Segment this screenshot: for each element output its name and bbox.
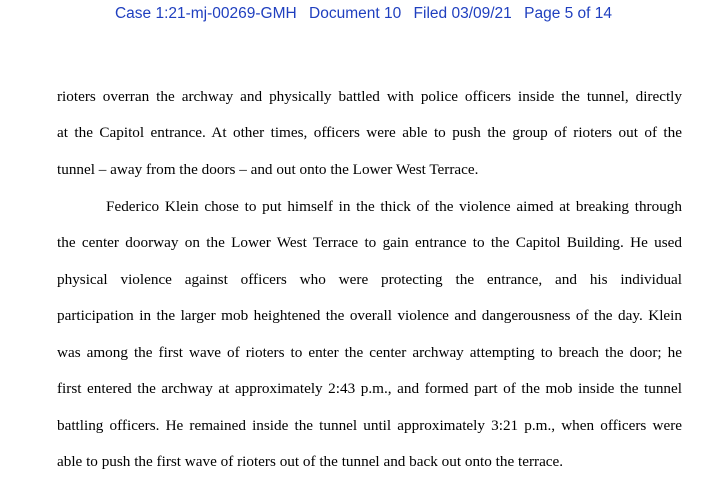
- text-line: rioters overran the archway and physically battled with police officers inside the tunnel, directly: [57, 88, 682, 105]
- text-line: first entered the archway at approximately 2:43 p.m., and formed part of the mob inside the tunnel: [57, 380, 682, 397]
- case-number: Case 1:21-mj-00269-GMH: [114, 5, 297, 22]
- court-filing-header: [0, 5, 727, 23]
- text-line: battling officers. He remained inside the tunnel until approximately 3:21 p.m., when officers were: [57, 417, 682, 434]
- document-number: Document 10: [309, 5, 402, 22]
- text-line: the center doorway on the Lower West Terrace to gain entrance to the Capitol Building. He used: [57, 234, 682, 251]
- text-line: at the Capitol entrance. At other times, officers were able to push the group of rioters out of the: [57, 124, 682, 141]
- text-line: physical violence against officers who were protecting the entrance, and his individual: [57, 271, 682, 288]
- text-line: Federico Klein chose to put himself in the thick of the violence aimed at breaking through: [106, 198, 682, 215]
- text-line: tunnel – away from the doors – and out onto the Lower West Terrace.: [57, 161, 479, 178]
- page-number: Page 5 of 14: [524, 5, 613, 22]
- text-line: was among the first wave of rioters to enter the center archway attempting to breach the door; he: [57, 344, 682, 361]
- filed-date: Filed 03/09/21: [413, 5, 512, 22]
- text-line: able to push the first wave of rioters out of the tunnel and back out onto the terrace.: [57, 453, 564, 470]
- text-line: participation in the larger mob heightened the overall violence and dangerousness of the day. Klein: [57, 307, 682, 324]
